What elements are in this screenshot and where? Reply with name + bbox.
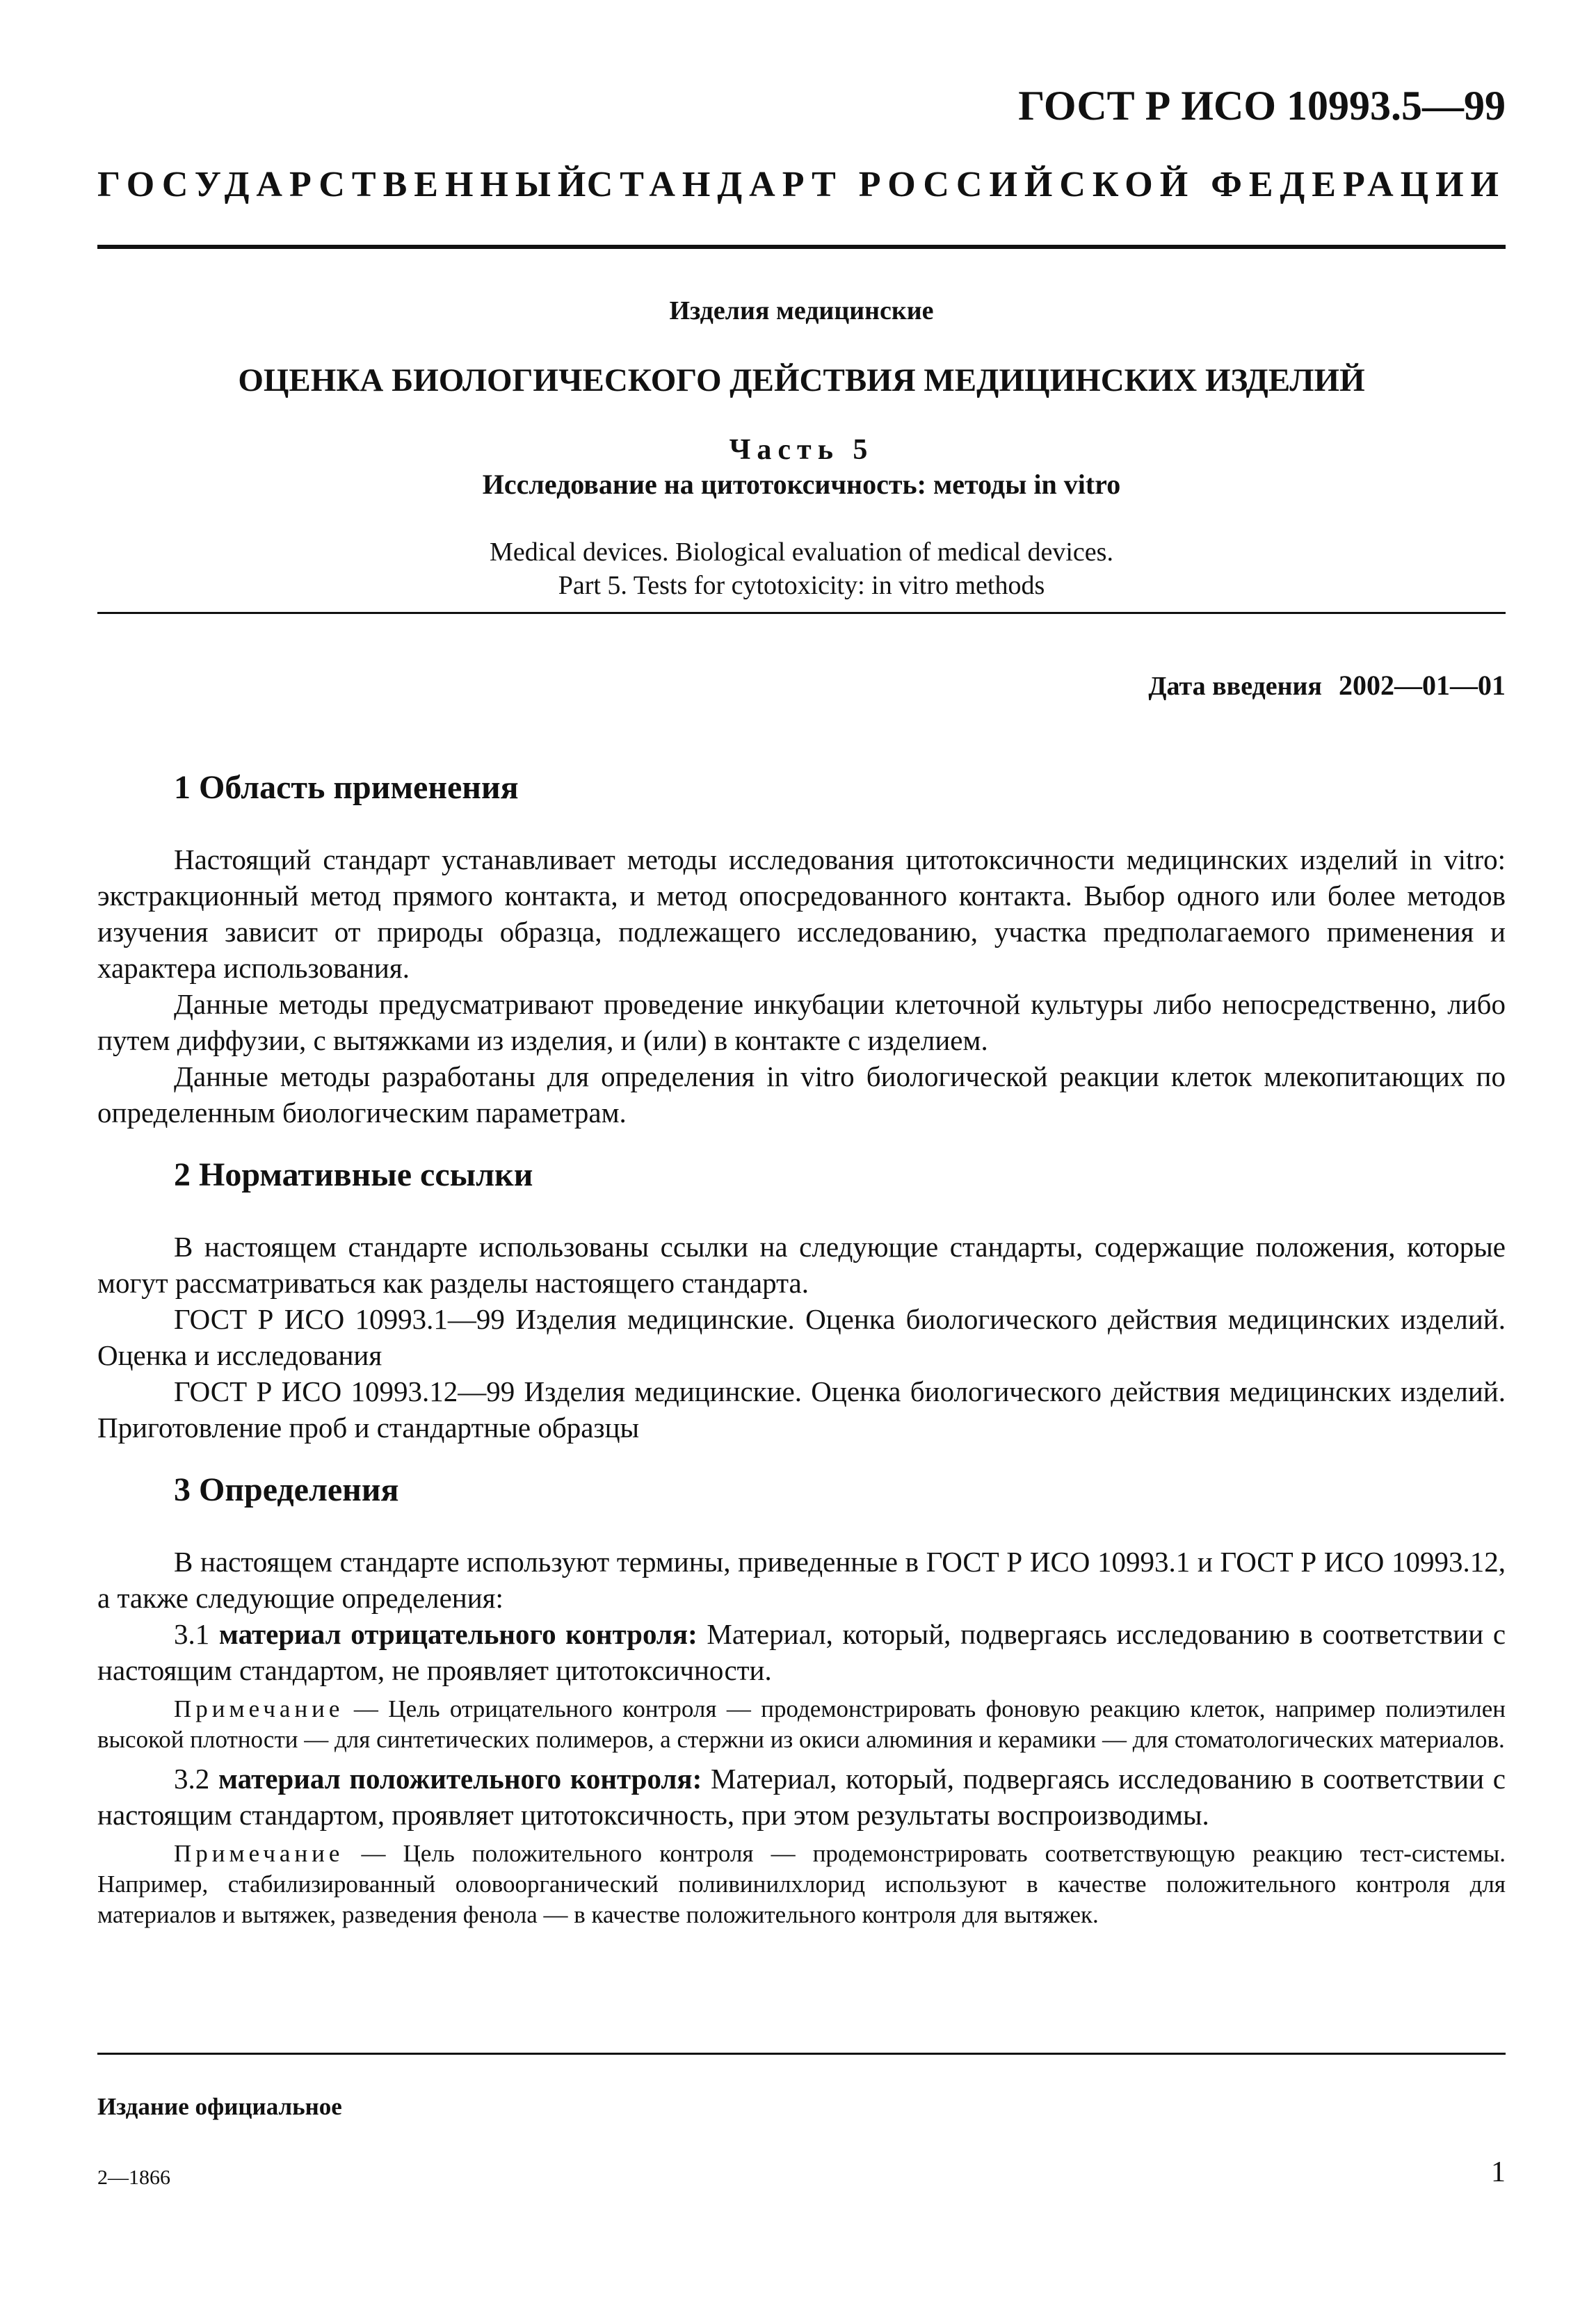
english-title-line-2: Part 5. Tests for cytotoxicity: in vitro methods [558,571,1045,600]
section-1-body [97,841,1506,1131]
english-title [97,535,1506,602]
definition-number: 3.2 [174,1763,210,1795]
definition-term: материал отрицательного контроля: [218,1618,698,1650]
definition-3-1 [97,1616,1506,1688]
header-divider [97,245,1506,249]
page-number: 1 [1491,2156,1506,2188]
note-text: — Цель положительного контроля — продемонстрировать соответствующую реакцию тест-системы. Например, стабилизированный оловоорганический поливинилхлорид используют в качестве положительного контроля для материалов и вытяжек, разведения фенола — в качестве положительного контроля для вытяжек. [97,1840,1506,1928]
intro-date-label: Дата введения [1148,672,1322,701]
section-1-paragraph: Настоящий стандарт устанавливает методы исследования цитотоксичности медицинских изделий in vitro: экстракционный метод прямого контакта, и метод опосредованного контакта. Выбор одного или более методов изучения зависит от природы образца, подлежащего исследованию, участка предполагаемого применения и характера использования. [97,843,1506,984]
section-3-body [97,1544,1506,1930]
note-1 [97,1694,1506,1755]
english-title-line-1: Medical devices. Biological evaluation of medical devices. [490,538,1113,567]
note-label: Примечание [174,1695,344,1722]
title-small: Изделия медицинские [669,296,934,325]
note-2 [97,1839,1506,1930]
title-main: ОЦЕНКА БИОЛОГИЧЕСКОГО ДЕЙСТВИЯ МЕДИЦИНСКИХ ИЗДЕЛИЙ [238,362,1365,398]
definition-text: Материал, который, подвергаясь исследованию в соответствии с настоящим стандартом, проявляет цитотоксичность, при этом результаты воспроизводимы. [97,1763,1506,1831]
reference-item: ГОСТ Р ИСО 10993.1—99 Изделия медицинские. Оценка биологического действия медицинских изделий. Оценка и исследования [97,1303,1506,1371]
introduction-date [1148,669,1506,702]
gost-code: ГОСТ Р ИСО 10993.5—99 [1018,83,1506,129]
definition-3-2 [97,1761,1506,1833]
part-title: Исследование на цитотоксичность: методы in vitro [482,469,1121,500]
note-label: Примечание [174,1840,344,1867]
title-divider [97,612,1506,614]
section-3-intro: В настоящем стандарте используют термины, приведенные в ГОСТ Р ИСО 10993.1 и ГОСТ Р ИСО 10993.12, а также следующие определения: [97,1546,1506,1614]
state-line-left: ГОСУДАРСТВЕННЫЙ [97,165,593,204]
note-text: — Цель отрицательного контроля — продемонстрировать фоновую реакцию клеток, например полиэтилен высокой плотности — для синтетических полимеров, а стержни из окиси алюминия и керамики — для стоматологических материалов. [97,1695,1506,1753]
reference-item: ГОСТ Р ИСО 10993.12—99 Изделия медицинские. Оценка биологического действия медицинских изделий. Приготовление проб и стандартные образцы [97,1375,1506,1444]
order-number: 2—1866 [97,2166,170,2189]
section-2-body [97,1229,1506,1446]
intro-date-value: 2002—01—01 [1339,670,1506,701]
part-label: Часть 5 [729,434,874,466]
definition-number: 3.1 [174,1618,210,1650]
definition-text: Материал, который, подвергаясь исследованию в соответствии с настоящим стандартом, не проявляет цитотоксичности. [97,1618,1506,1686]
section-1-paragraph: Данные методы предусматривают проведение инкубации клеточной культуры либо непосредственно, либо путем диффузии, с вытяжками из изделия, и (или) в контакте с изделием. [97,988,1506,1056]
section-2-paragraph: В настоящем стандарте использованы ссылки на следующие стандарты, содержащие положения, которые могут рассматриваться как разделы настоящего стандарта. [97,1231,1506,1299]
section-3-heading: 3 Определения [174,1471,399,1508]
section-1-heading: 1 Область применения [174,769,519,806]
section-2-heading: 2 Нормативные ссылки [174,1156,533,1193]
official-edition: Издание официальное [97,2093,342,2120]
state-line-right: СТАНДАРТ РОССИЙСКОЙ ФЕДЕРАЦИИ [586,165,1506,204]
definition-term: материал положительного контроля: [218,1763,702,1795]
footer-divider [97,2053,1506,2055]
section-1-paragraph: Данные методы разработаны для определения in vitro биологической реакции клеток млекопитающих по определенным биологическим параметрам. [97,1060,1506,1129]
